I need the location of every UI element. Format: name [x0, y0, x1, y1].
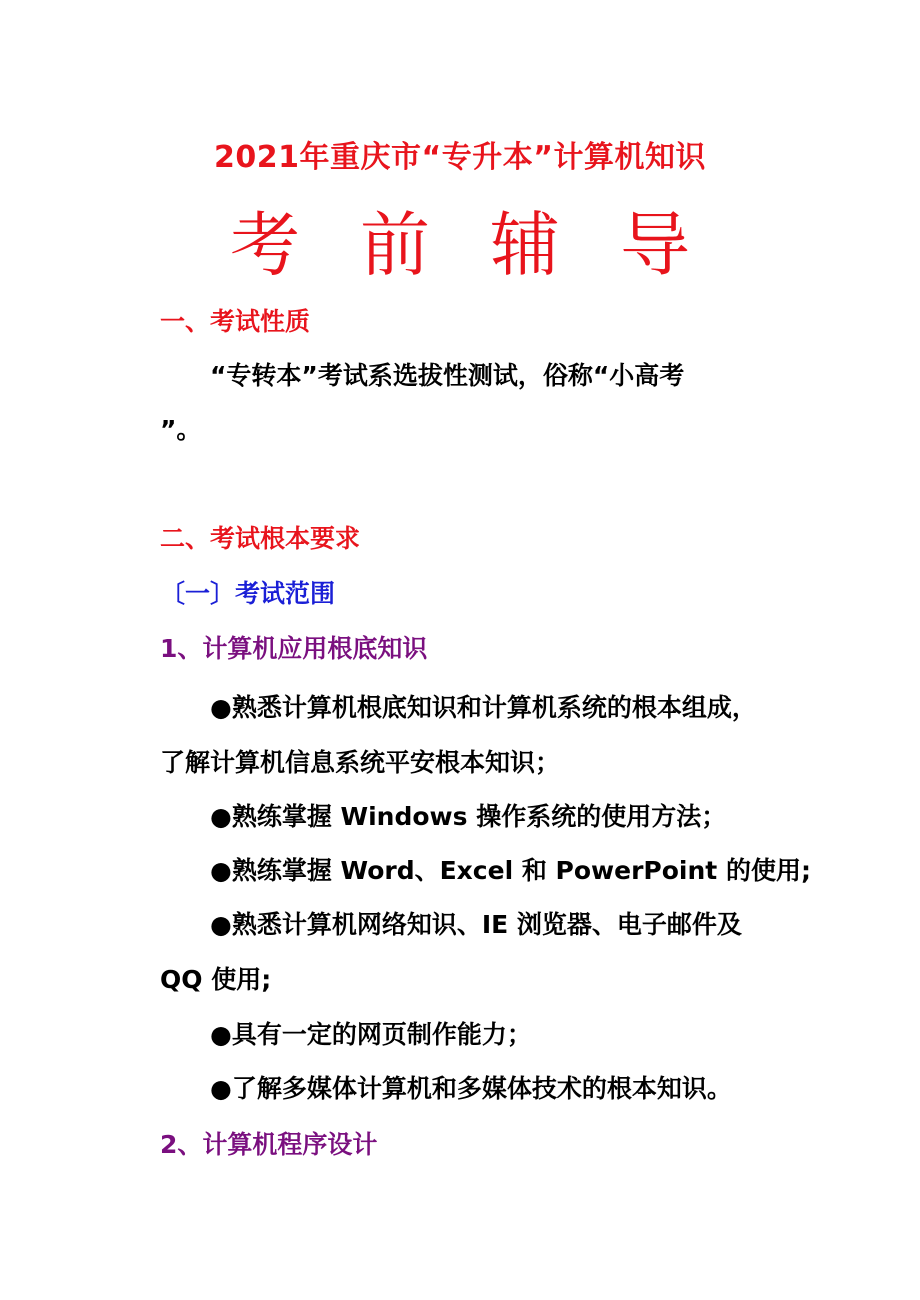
big-title	[0, 200, 920, 290]
bullet1-line2: 了解计算机信息系统平安根本知识；	[160, 748, 561, 777]
item2-heading: 2、计算机程序设计	[160, 1130, 378, 1159]
document-title: 2021年重庆市“专升本”计算机知识	[214, 140, 706, 175]
item1-heading: 1、计算机应用根底知识	[160, 634, 428, 663]
bullet1-line1: ●熟悉计算机根底知识和计算机系统的根本组成，	[210, 693, 757, 722]
section1-paragraph-line2: ”。	[160, 415, 202, 444]
bullet4-line1: ●熟悉计算机网络知识、IE 浏览器、电子邮件及	[210, 910, 742, 939]
bullet4-line2: QQ 使用;	[160, 965, 272, 994]
big-title-char: 前	[360, 204, 430, 286]
bullet5: ●具有一定的网页制作能力；	[210, 1020, 532, 1049]
big-title-char: 辅	[490, 204, 560, 286]
bullet6: ●了解多媒体计算机和多媒体技术的根本知识。	[210, 1074, 732, 1103]
big-title-char: 导	[620, 204, 690, 286]
section2-heading: 二、考试根本要求	[160, 524, 361, 553]
section1-paragraph-line1: “专转本”考试系选拔性测试，俗称“小高考	[210, 361, 685, 390]
bullet2: ●熟练掌握 Windows 操作系统的使用方法；	[210, 802, 727, 831]
subsection-heading: 〔一〕考试范围	[160, 579, 336, 608]
section1-heading: 一、考试性质	[160, 307, 311, 336]
bullet3: ●熟练掌握 Word、Excel 和 PowerPoint 的使用;	[210, 856, 811, 885]
big-title-char: 考	[230, 204, 300, 286]
